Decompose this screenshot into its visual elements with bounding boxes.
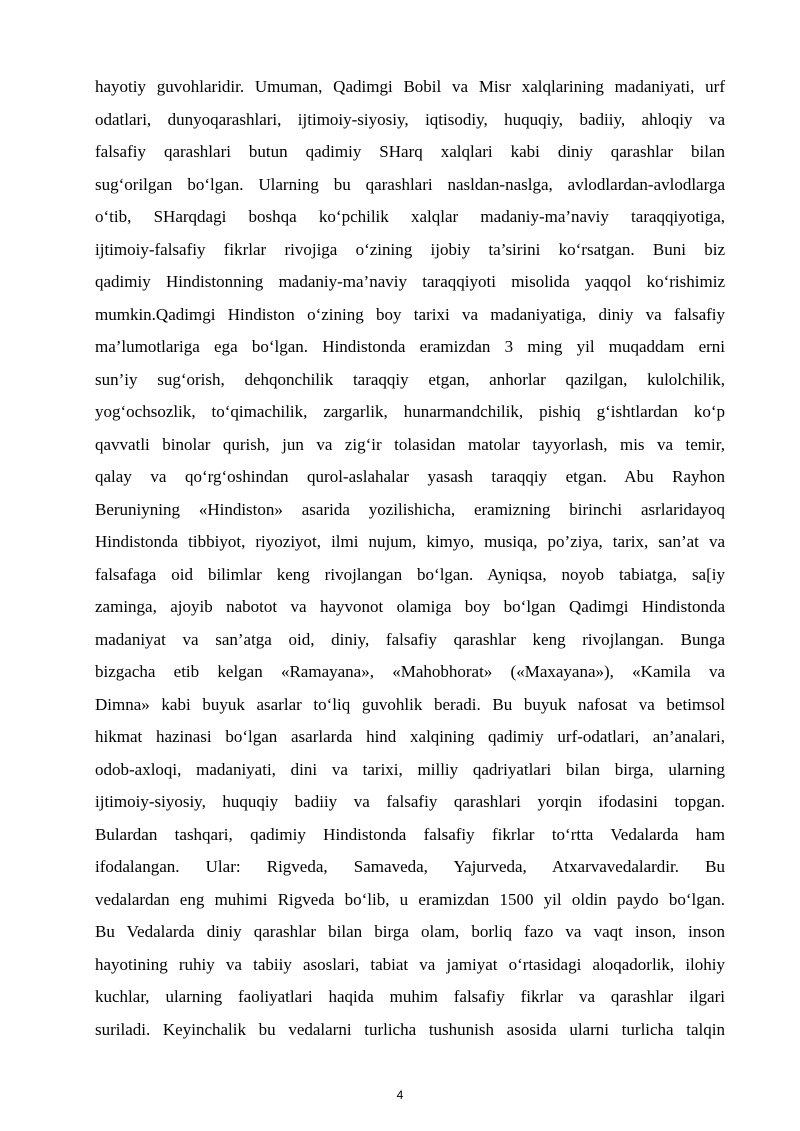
text-line: Bu Vedalarda diniy qarashlar bilan birga olam, borliq fazo va vaqt inson, inson [95, 922, 725, 941]
text-line: hikmat hazinasi bo‘lgan asarlarda hind xalqining qadimiy urf-odatlari, an’analari, [95, 727, 725, 746]
text-line: ijtimoiy-siyosiy, huquqiy badiiy va falsafiy qarashlari yorqin ifodasini topgan. [95, 792, 725, 811]
text-line: hayotiy guvohlaridir. Umuman, Qadimgi Bobil va Misr xalqlarining madaniyati, urf [95, 77, 725, 96]
text-line: madaniyat va san’atga oid, diniy, falsafiy qarashlar keng rivojlangan. Bunga [95, 629, 725, 649]
text-line: Beruniyning «Hindiston» asarida yozilishicha, eramizning birinchi asrlaridayoq [95, 499, 725, 519]
text-line: falsafaga oid bilimlar keng rivojlangan bo‘lgan. Ayniqsa, noyob tabiatga, sa[iy [95, 564, 725, 584]
text-line: Bulardan tashqari, qadimiy Hindistonda falsafiy fikrlar to‘rtta Vedalarda ham [95, 824, 725, 844]
text-line: bizgacha etib kelgan «Ramayana», «Mahobhorat» («Maxayana»), «Kamila va [95, 662, 725, 681]
text-line: odatlari, dunyoqarashlari, ijtimoiy-siyosiy, iqtisodiy, huquqiy, badiiy, ahloqiy va [95, 109, 725, 129]
text-line: ma’lumotlariga ega bo‘lgan. Hindistonda eramizdan 3 ming yil muqaddam erni [95, 337, 725, 356]
text-line: kuchlar, ularning faoliyatlari haqida muhim falsafiy fikrlar va qarashlar ilgari [95, 987, 725, 1006]
text-line: mumkin.Qadimgi Hindiston o‘zining boy tarixi va madaniyatiga, diniy va falsafiy [95, 304, 725, 324]
page-number: 4 [396, 1088, 404, 1102]
text-line: Hindistonda tibbiyot, riyoziyot, ilmi nujum, kimyo, musiqa, po’ziya, tarix, san’at va [95, 532, 725, 551]
text-line: Dimna» kabi buyuk asarlar to‘liq guvohlik beradi. Bu buyuk nafosat va betimsol [95, 694, 725, 714]
text-line: suriladi. Keyinchalik bu vedalarni turlicha tushunish asosida ularni turlicha talqin [95, 1019, 725, 1039]
text-line: yog‘ochsozlik, to‘qimachilik, zargarlik, hunarmandchilik, pishiq g‘ishtlardan ko‘p [95, 402, 725, 421]
text-line: ifodalangan. Ular: Rigveda, Samaveda, Yajurveda, Atxarvavedalardir. Bu [95, 857, 725, 876]
text-line: hayotining ruhiy va tabiiy asoslari, tabiat va jamiyat o‘rtasidagi aloqadorlik, ilohiy [95, 954, 725, 974]
text-line: o‘tib, SHarqdagi boshqa ko‘pchilik xalqlar madaniy-ma’naviy taraqqiyotiga, [95, 207, 725, 226]
text-line: vedalardan eng muhimi Rigveda bo‘lib, u eramizdan 1500 yil oldin paydo bo‘lgan. [95, 889, 725, 909]
text-line: qavvatli binolar qurish, jun va zig‘ir tolasidan matolar tayyorlash, mis va temir, [95, 434, 725, 454]
text-line: zaminga, ajoyib nabotot va hayvonot olamiga boy bo‘lgan Qadimgi Hindistonda [95, 597, 725, 616]
text-line: sun’iy sug‘orish, dehqonchilik taraqqiy etgan, anhorlar qazilgan, kulolchilik, [95, 369, 725, 389]
text-line: odob-axloqi, madaniyati, dini va tarixi, milliy qadriyatlari bilan birga, ularning [95, 759, 725, 779]
text-line: sug‘orilgan bo‘lgan. Ularning bu qarashlari nasldan-naslga, avlodlardan-avlodlarga [95, 174, 725, 194]
text-line: qalay va qo‘rg‘oshindan qurol-aslahalar yasash taraqqiy etgan. Abu Rayhon [95, 467, 725, 486]
text-line: falsafiy qarashlari butun qadimiy SHarq xalqlari kabi diniy qarashlar bilan [95, 142, 725, 161]
text-line: qadimiy Hindistonning madaniy-ma’naviy taraqqiyoti misolida yaqqol ko‘rishimiz [95, 272, 725, 291]
text-line: ijtimoiy-falsafiy fikrlar rivojiga o‘zining ijobiy ta’sirini ko‘rsatgan. Buni biz [95, 239, 725, 259]
